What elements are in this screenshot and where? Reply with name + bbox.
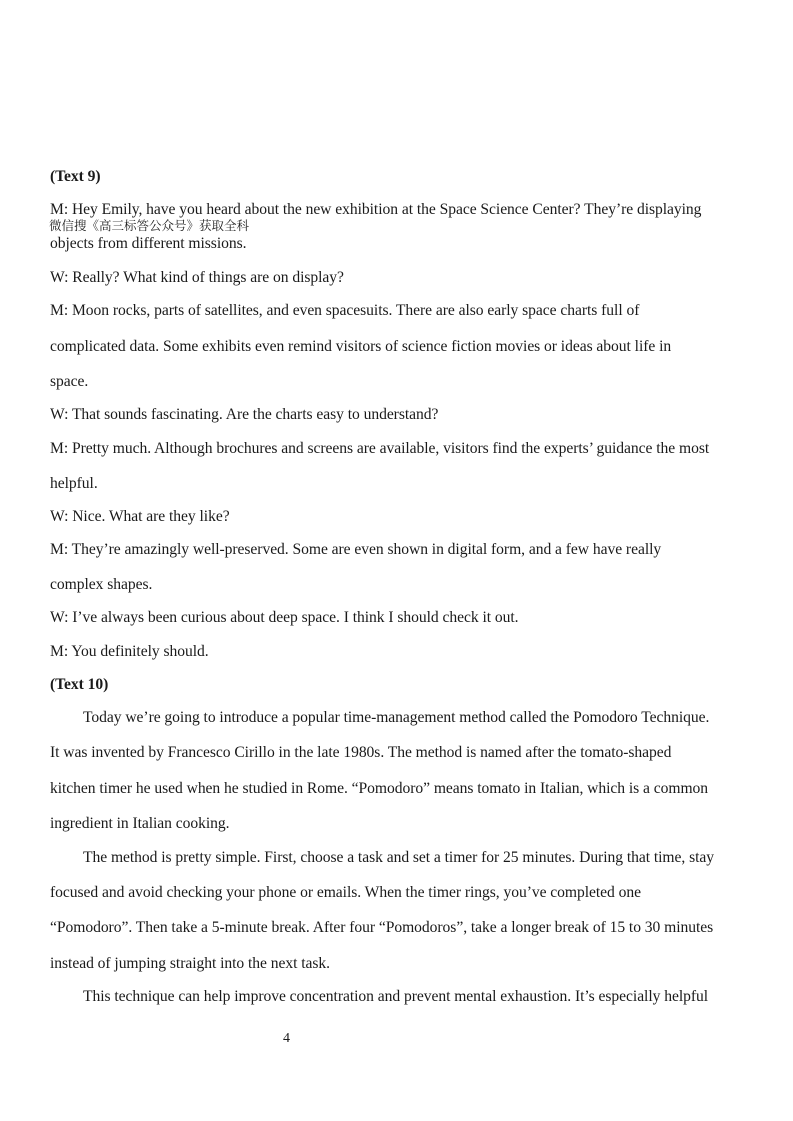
page-number: 4 (283, 1031, 290, 1046)
paragraph-line: focused and avoid checking your phone or emails. When the timer rings, you’ve completed one (50, 884, 642, 901)
dialogue-line: M: You definitely should. (50, 643, 209, 660)
paragraph-line: kitchen timer he used when he studied in Rome. “Pomodoro” means tomato in Italian, which is a common (50, 780, 709, 797)
dialogue-line: M: Moon rocks, parts of satellites, and even spacesuits. There are also early space charts full of (50, 302, 640, 319)
dialogue-line: helpful. (50, 475, 98, 492)
dialogue-line: W: That sounds fascinating. Are the charts easy to understand? (50, 406, 439, 423)
paragraph-line: ingredient in Italian cooking. (50, 815, 230, 832)
paragraph-line: This technique can help improve concentration and prevent mental exhaustion. It’s especially helpful (83, 988, 709, 1005)
dialogue-line: W: Nice. What are they like? (50, 508, 230, 525)
dialogue-line: space. (50, 373, 89, 390)
dialogue-line: M: Hey Emily, have you heard about the new exhibition at the Space Science Center? They’re displaying (50, 201, 702, 218)
section-heading-text-10: (Text 10) (50, 676, 109, 693)
paragraph-line: Today we’re going to introduce a popular time-management method called the Pomodoro Technique. (83, 709, 710, 726)
dialogue-line: objects from different missions. (50, 235, 247, 252)
watermark-text: 微信搜《高三标答公众号》获取全科 (49, 218, 250, 233)
dialogue-line: M: Pretty much. Although brochures and screens are available, visitors find the experts’ guidance the most (50, 440, 710, 457)
dialogue-line: M: They’re amazingly well-preserved. Some are even shown in digital form, and a few have really (50, 541, 662, 558)
dialogue-line: W: I’ve always been curious about deep space. I think I should check it out. (50, 609, 519, 626)
paragraph-line: It was invented by Francesco Cirillo in the late 1980s. The method is named after the tomato-shaped (50, 744, 672, 761)
section-heading-text-9: (Text 9) (50, 168, 101, 185)
paragraph-line: “Pomodoro”. Then take a 5-minute break. After four “Pomodoros”, take a longer break of 15 to 30 minutes (50, 919, 714, 936)
dialogue-line: W: Really? What kind of things are on display? (50, 269, 344, 286)
paragraph-line: The method is pretty simple. First, choose a task and set a timer for 25 minutes. During that time, stay (83, 849, 714, 866)
paragraph-line: instead of jumping straight into the next task. (50, 955, 331, 972)
dialogue-line: complicated data. Some exhibits even remind visitors of science fiction movies or ideas about life in (50, 338, 672, 355)
dialogue-line: complex shapes. (50, 576, 153, 593)
